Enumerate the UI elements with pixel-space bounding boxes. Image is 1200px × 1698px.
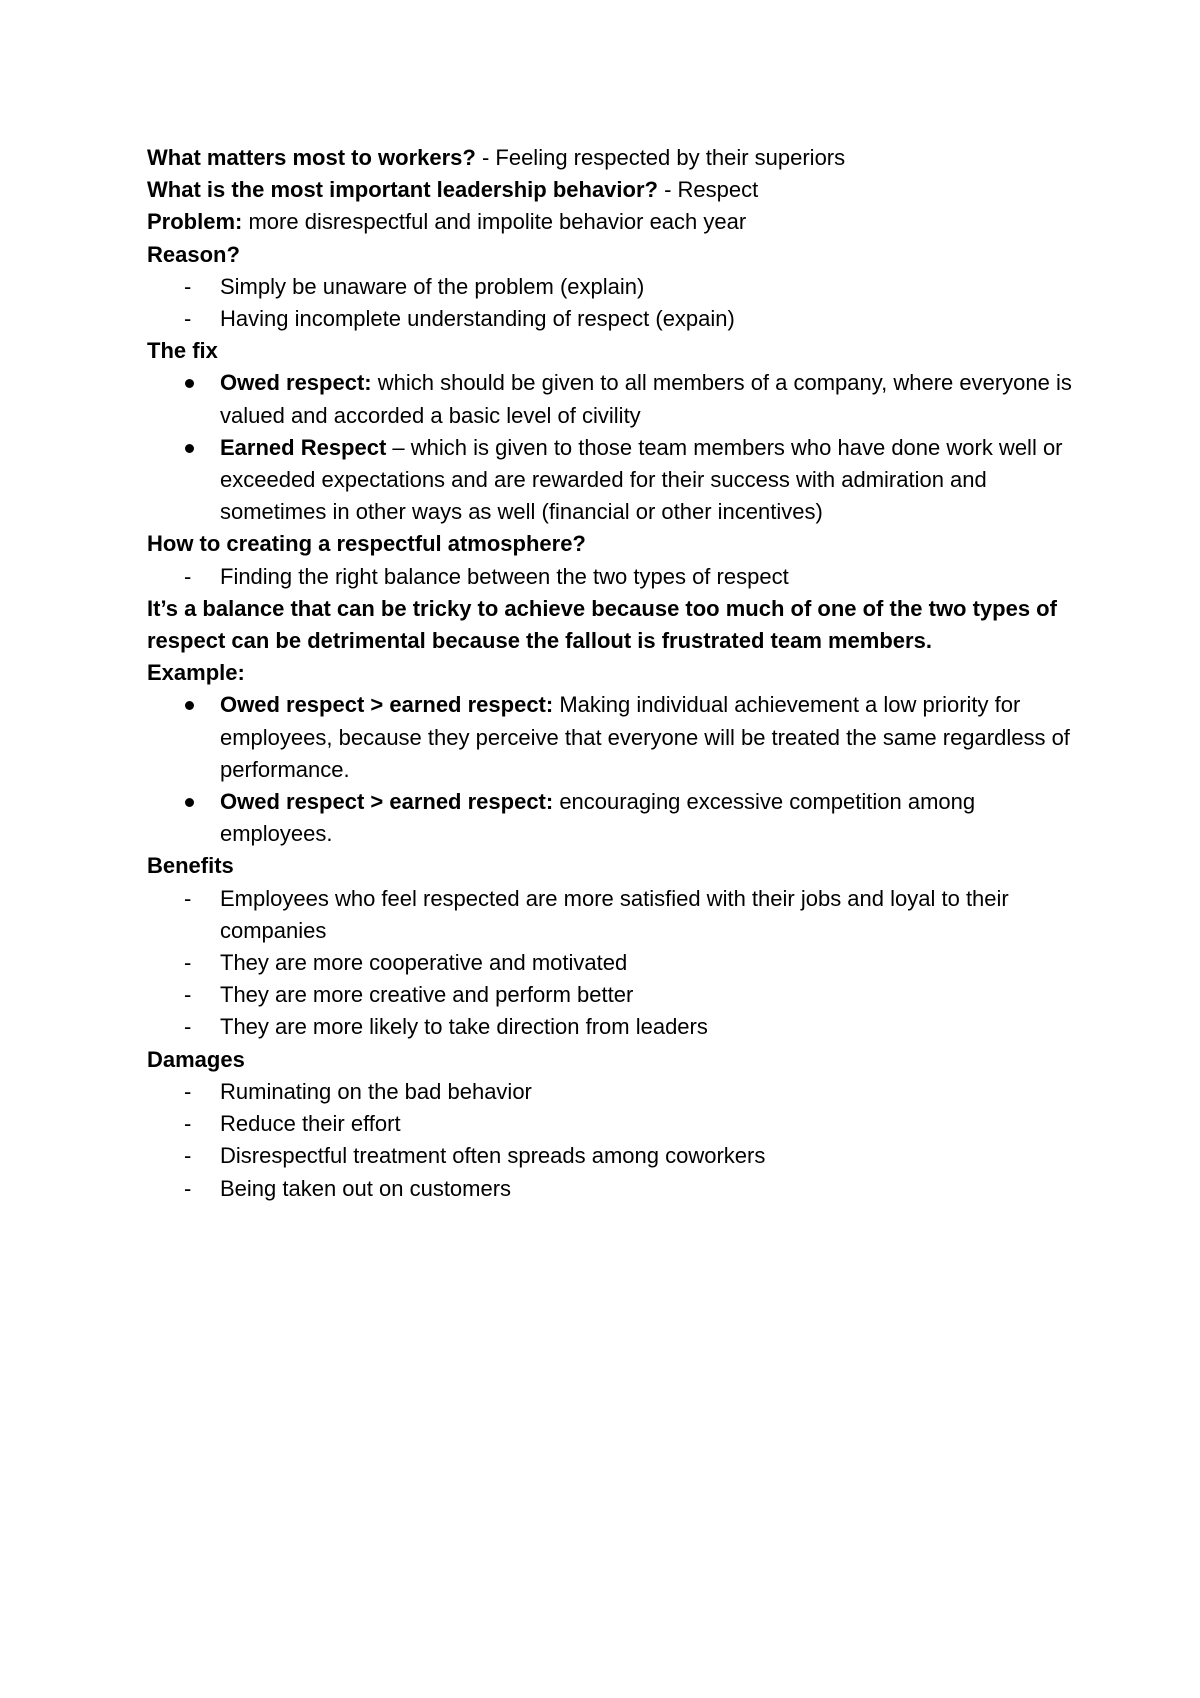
dash-marker: - bbox=[184, 1175, 192, 1201]
dash-marker: - bbox=[184, 306, 192, 332]
list-item: - Ruminating on the bad behavior bbox=[147, 1076, 1090, 1108]
list-item: - Having incomplete understanding of respect (expain) bbox=[147, 303, 1090, 335]
question: Problem: bbox=[147, 209, 243, 235]
term: Owed respect > earned respect: bbox=[220, 789, 554, 815]
list-item: Owed respect: which should be given to all members of a company, where everyone is valued and accorded a basic level of civility bbox=[220, 370, 1072, 428]
answer: more disrespectful and impolite behavior each year bbox=[242, 209, 747, 235]
list-item: Earned Respect – which is given to those team members who have done work well or exceeded expectations and are rewarded for their success with admiration and sometimes in other ways as well (financial or other incentives) bbox=[220, 434, 1063, 525]
qa-line-leadership bbox=[147, 174, 1087, 206]
document-page bbox=[147, 142, 1087, 1205]
atmosphere-heading: How to creating a respectful atmosphere? bbox=[147, 531, 586, 557]
fix-heading: The fix bbox=[147, 338, 218, 364]
dash-marker: - bbox=[184, 1111, 192, 1137]
list-item: - They are more cooperative and motivated bbox=[147, 947, 1090, 979]
fix-list bbox=[147, 367, 1087, 528]
list-item: - Finding the right balance between the two types of respect bbox=[147, 561, 1090, 593]
list-item: - Simply be unaware of the problem (explain) bbox=[147, 271, 1090, 303]
dash-marker: - bbox=[184, 982, 192, 1008]
question: What is the most important leadership behavior? bbox=[147, 177, 658, 203]
qa-line-problem bbox=[147, 206, 1087, 238]
list-item: - Employees who feel respected are more satisfied with their jobs and loyal to their companies bbox=[147, 883, 1090, 947]
list-item: Owed respect > earned respect: Making individual achievement a low priority for employees, because they perceive that everyone will be treated the same regardless of performance. bbox=[220, 692, 1070, 782]
benefits-list bbox=[147, 883, 1087, 1044]
list-item: - Disrespectful treatment often spreads among coworkers bbox=[147, 1140, 1090, 1172]
question: What matters most to workers? bbox=[147, 145, 476, 170]
atmosphere-list bbox=[147, 561, 1087, 593]
dash-marker: - bbox=[184, 563, 192, 589]
qa-line-workers bbox=[147, 142, 1087, 174]
term: Earned Respect bbox=[220, 434, 387, 460]
list-item: Owed respect > earned respect: encouraging excessive competition among employees. bbox=[220, 789, 976, 847]
list-item: - They are more creative and perform better bbox=[147, 979, 1090, 1011]
example-list bbox=[147, 689, 1087, 850]
list-item: - Being taken out on customers bbox=[147, 1173, 1090, 1205]
dash-marker: - bbox=[184, 1014, 192, 1040]
dash-marker: - bbox=[184, 885, 192, 911]
reason-heading: Reason? bbox=[147, 241, 240, 267]
dash-marker: - bbox=[184, 1078, 192, 1104]
list-item: - They are more likely to take direction from leaders bbox=[147, 1011, 1090, 1043]
benefits-heading: Benefits bbox=[147, 853, 234, 879]
answer: - Feeling respected by their superiors bbox=[475, 145, 846, 170]
dash-marker: - bbox=[184, 1143, 192, 1169]
balance-note: It’s a balance that can be tricky to achieve because too much of one of the two types of respect can be detrimental because the fallout is frustrated team members. bbox=[147, 595, 1057, 654]
list-item: - Reduce their effort bbox=[147, 1108, 1090, 1140]
reason-list bbox=[147, 271, 1087, 335]
damages-heading: Damages bbox=[147, 1046, 245, 1072]
term: Owed respect: bbox=[220, 370, 372, 396]
term: Owed respect > earned respect: bbox=[220, 692, 554, 718]
answer: - Respect bbox=[657, 177, 759, 203]
damages-list bbox=[147, 1076, 1087, 1205]
dash-marker: - bbox=[184, 950, 192, 976]
dash-marker: - bbox=[184, 273, 192, 299]
example-heading: Example: bbox=[147, 660, 245, 686]
